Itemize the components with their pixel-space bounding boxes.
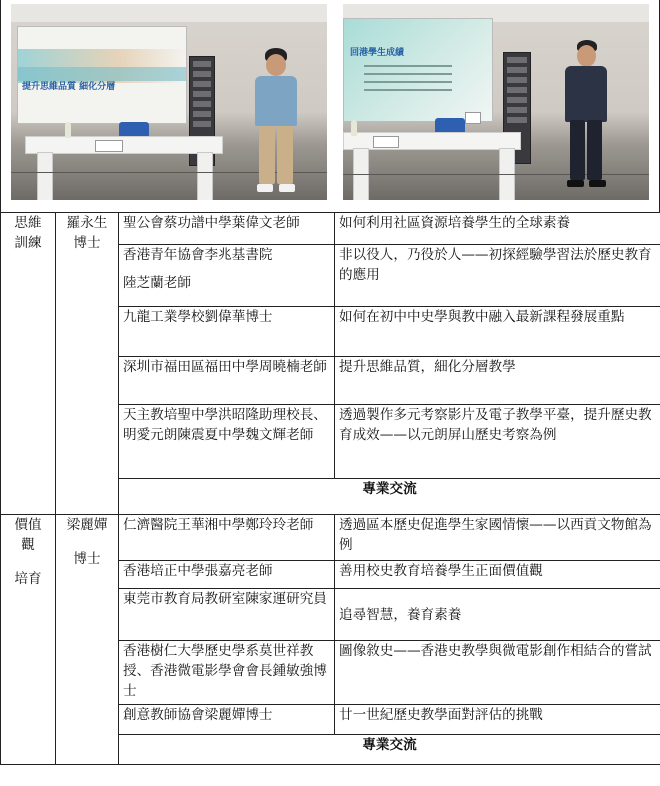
topic-cell: 提升思維品質，細化分層教學 [335, 357, 660, 405]
speaker-cell: 仁濟醫院王華湘中學鄭玲玲老師 [119, 515, 335, 561]
speaker-figure [247, 48, 307, 198]
table-row [1, 213, 660, 245]
professional-exchange-cell: 專業交流 [119, 479, 660, 515]
speaker-cell: 香港培正中學張嘉亮老師 [119, 561, 335, 589]
topic-cell: 追尋智慧，養育素養 [335, 589, 660, 641]
presentation-desk [343, 132, 521, 150]
speaker-cell: 香港青年協會李兆基書院 陸芝蘭老師 [119, 245, 335, 307]
category-cell: 思維 訓練 [1, 213, 56, 515]
topic-cell: 廿一世紀歷史教學面對評估的挑戰 [335, 705, 660, 735]
host-cell: 梁麗嬋 博士 [56, 515, 119, 765]
topic-cell: 非以役人，乃役於人——初探經驗學習法於歷史教育的應用 [335, 245, 660, 307]
speaker-cell: 東莞市教育局教研室陳家運研究員 [119, 589, 335, 641]
topic-cell: 圖像敘史——香港史教學與微電影創作相結合的嘗試 [335, 641, 660, 705]
speaker-cell: 深圳市福田區福田中學周曉楠老師 [119, 357, 335, 405]
speaker-cell: 九龍工業學校劉偉華博士 [119, 307, 335, 357]
category-cell: 價值 觀 培育 [1, 515, 56, 765]
screen-caption: 回港學生成績 [350, 48, 405, 58]
topic-cell: 透過區本歷史促進學生家國情懷——以西貢文物館為例 [335, 515, 660, 561]
seminar-photo-right [343, 4, 649, 200]
topic-cell: 透過製作多元考察影片及電子教學平臺，提升歷史教育成效——以元朗屏山歷史考察為例 [335, 405, 660, 479]
projection-screen [343, 18, 493, 122]
professional-exchange-cell: 專業交流 [119, 735, 660, 765]
topic-cell: 善用校史教育培養學生正面價值觀 [335, 561, 660, 589]
topic-cell: 如何在初中中史學與教中融入最新課程發展重點 [335, 307, 660, 357]
projection-screen [17, 26, 187, 124]
schedule-table [0, 212, 660, 765]
screen-caption: 提升思維品質 細化分層 [22, 82, 116, 92]
speaker-cell: 天主教培聖中學洪昭隆助理校長、明愛元朗陳震夏中學魏文輝老師 [119, 405, 335, 479]
presentation-desk [25, 136, 223, 154]
speaker-cell: 聖公會蔡功譜中學葉偉文老師 [119, 213, 335, 245]
seminar-photo-left [11, 4, 327, 200]
speaker-cell: 香港樹仁大學歷史學系莫世祥教授、香港微電影學會會長鍾敏強博士 [119, 641, 335, 705]
photo-row [0, 0, 660, 212]
speaker-figure [557, 40, 617, 192]
topic-cell: 如何利用社區資源培養學生的全球素養 [335, 213, 660, 245]
table-row [1, 515, 660, 561]
speaker-cell: 創意教師協會梁麗嬋博士 [119, 705, 335, 735]
host-cell: 羅永生 博士 [56, 213, 119, 515]
